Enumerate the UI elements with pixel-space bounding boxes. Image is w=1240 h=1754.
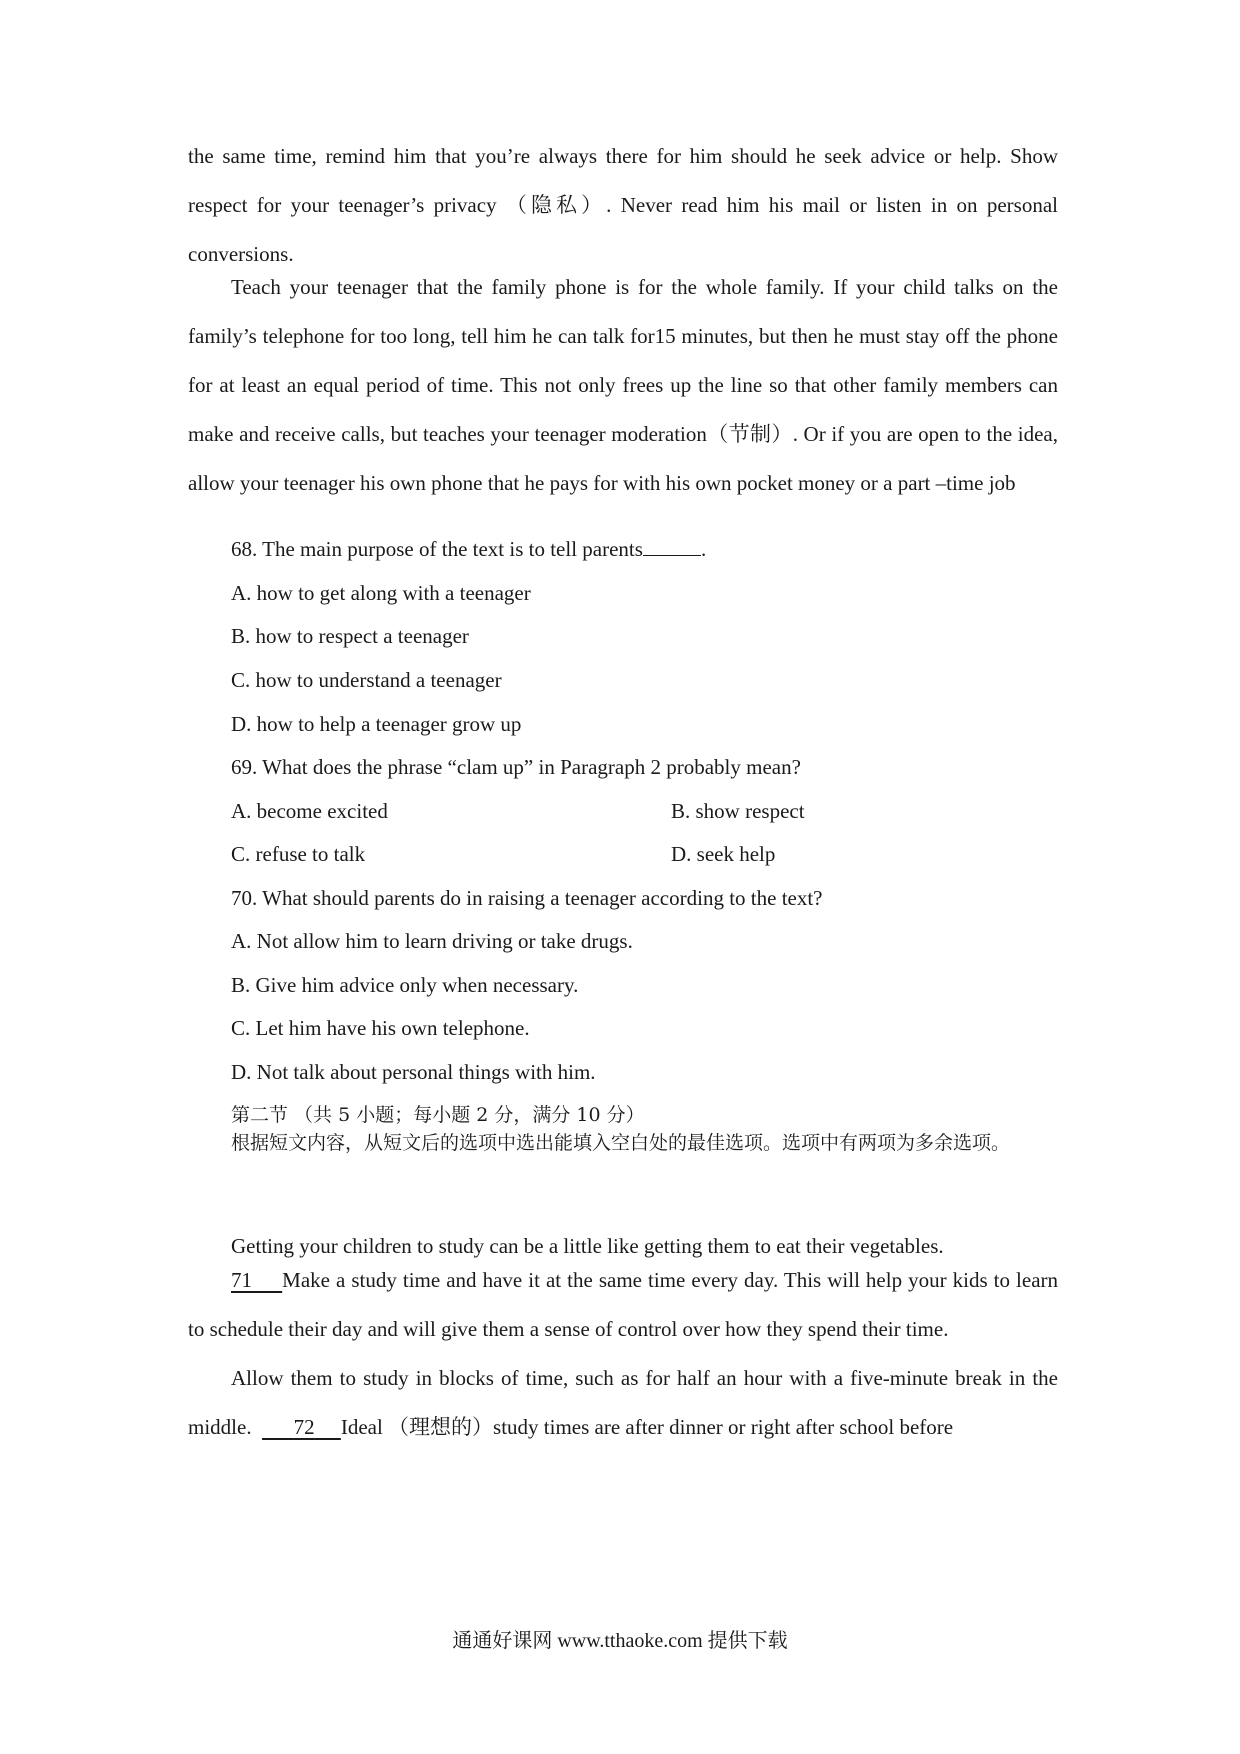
option-69-a: A. become excited [231,799,388,823]
question-69: 69. What does the phrase “clam up” in Paragraph 2 probably mean? [231,755,801,779]
section-instruction: 根据短文内容，从短文后的选项中选出能填入空白处的最佳选项。选项中有两项为多余选项。 [231,1132,1011,1154]
paragraph-71-text: Make a study time and have it at the same time every day. This will help your kids to learn to schedule their day and will give them a sense of control over how they spend their time. [188,1268,1059,1341]
section-heading: 第二节 （共 5 小题；每小题 2 分，满分 10 分） [231,1104,645,1126]
option-70-a: A. Not allow him to learn driving or take drugs. [231,929,633,953]
paragraph-71 [188,1256,1058,1354]
page-footer: 通通好课网 www.tthaoke.com 提供下载 [452,1630,788,1652]
option-68-a: A. how to get along with a teenager [231,581,531,605]
paragraph-72-after: Ideal （理想的）study times are after dinner or right after school before [340,1415,954,1439]
option-69-d: D. seek help [671,842,776,866]
question-68-stem: 68. The main purpose of the text is to tell parents [231,537,643,561]
option-69-b: B. show respect [671,799,805,823]
paragraph-72 [188,1354,1058,1452]
question-68 [231,534,706,564]
option-68-c: C. how to understand a teenager [231,668,502,692]
option-69-c: C. refuse to talk [231,842,366,866]
paragraph-phone: Teach your teenager that the family phone is for the whole family. If your child talks on the family’s telephone for too long, tell him he can talk for15 minutes, but then he must stay off the phone for at least an equal period of time. This not only frees up the line so that other family members can make and receive calls, but teaches your teenager moderation（节制）. Or if you are open to the idea, allow your teenager his own phone that he pays for with his own pocket money or a part –time job [188,275,1058,495]
option-70-d: D. Not talk about personal things with him. [231,1060,596,1084]
option-68-d: D. how to help a teenager grow up [231,712,522,736]
blank-72-number: 72 [293,1415,315,1439]
option-70-c: C. Let him have his own telephone. [231,1016,530,1040]
passage-intro: Getting your children to study can be a little like getting them to eat their vegetables. [231,1234,944,1258]
blank-71 [231,1268,282,1292]
blank-72 [262,1415,341,1439]
paragraph-72-before: Allow them to study in blocks of time, such as for half an hour with a five-minute break in the middle. [188,1366,1058,1439]
blank-71-number: 71 [231,1268,252,1292]
question-70: 70. What should parents do in raising a teenager according to the text? [231,886,823,910]
option-68-b: B. how to respect a teenager [231,624,469,648]
paragraph-privacy: the same time, remind him that you’re always there for him should he seek advice or help. Show respect for your teenager’s privacy （隐私）. Never read him his mail or listen in on personal conversions. [188,144,1058,266]
question-68-end: . [700,537,707,561]
option-70-b: B. Give him advice only when necessary. [231,973,579,997]
answer-blank [643,535,701,556]
